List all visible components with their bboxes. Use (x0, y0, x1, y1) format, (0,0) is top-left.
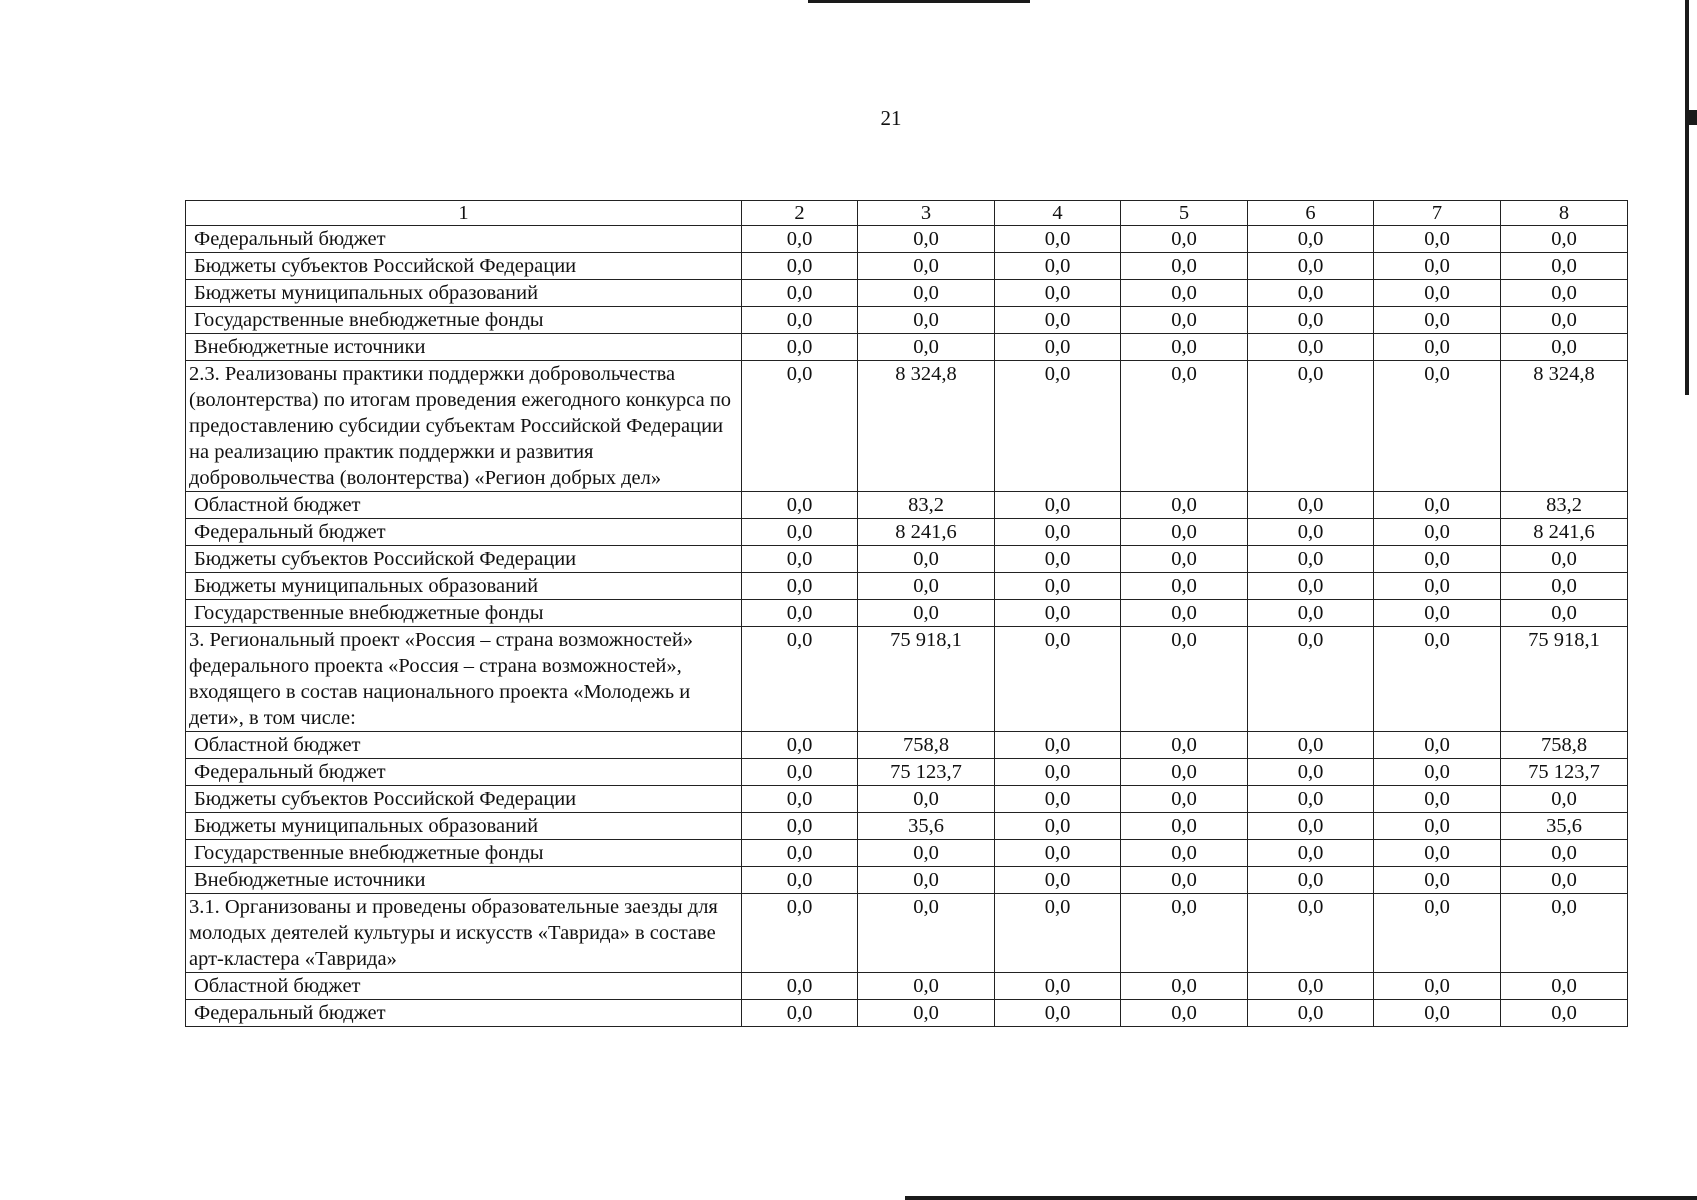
value-cell: 0,0 (742, 307, 858, 334)
column-header: 6 (1248, 201, 1374, 226)
value-cell: 0,0 (858, 1000, 995, 1027)
table-row (186, 280, 1628, 307)
value-cell: 0,0 (995, 600, 1121, 627)
value-cell: 0,0 (1121, 840, 1248, 867)
row-source-label: Бюджеты муниципальных образований (186, 280, 742, 307)
value-cell: 83,2 (1501, 492, 1628, 519)
value-cell: 0,0 (995, 253, 1121, 280)
value-cell: 0,0 (1248, 226, 1374, 253)
value-cell: 0,0 (858, 840, 995, 867)
row-source-label: Государственные внебюджетные фонды (186, 840, 742, 867)
value-cell: 0,0 (1121, 573, 1248, 600)
value-cell: 0,0 (995, 627, 1121, 732)
value-cell: 0,0 (1248, 627, 1374, 732)
row-source-label: Областной бюджет (186, 492, 742, 519)
value-cell: 0,0 (1121, 546, 1248, 573)
value-cell: 35,6 (858, 813, 995, 840)
value-cell: 0,0 (1121, 759, 1248, 786)
value-cell: 0,0 (1121, 280, 1248, 307)
value-cell: 0,0 (858, 600, 995, 627)
value-cell: 0,0 (1248, 894, 1374, 973)
value-cell: 0,0 (995, 334, 1121, 361)
value-cell: 0,0 (1374, 732, 1501, 759)
value-cell: 0,0 (1248, 546, 1374, 573)
value-cell: 75 918,1 (858, 627, 995, 732)
value-cell: 0,0 (1121, 600, 1248, 627)
table-row (186, 627, 1628, 732)
value-cell: 0,0 (1121, 1000, 1248, 1027)
table-row (186, 759, 1628, 786)
value-cell: 0,0 (995, 813, 1121, 840)
value-cell: 0,0 (995, 226, 1121, 253)
row-source-label: Бюджеты субъектов Российской Федерации (186, 546, 742, 573)
value-cell: 0,0 (995, 973, 1121, 1000)
value-cell: 0,0 (1374, 573, 1501, 600)
value-cell: 0,0 (1374, 786, 1501, 813)
value-cell: 0,0 (1501, 307, 1628, 334)
value-cell: 0,0 (1121, 973, 1248, 1000)
value-cell: 0,0 (1374, 973, 1501, 1000)
value-cell: 0,0 (742, 361, 858, 492)
value-cell: 0,0 (1374, 492, 1501, 519)
value-cell: 0,0 (1248, 732, 1374, 759)
row-source-label: Областной бюджет (186, 973, 742, 1000)
value-cell: 0,0 (995, 1000, 1121, 1027)
table-row (186, 786, 1628, 813)
row-source-label: Федеральный бюджет (186, 226, 742, 253)
value-cell: 0,0 (1248, 600, 1374, 627)
value-cell: 0,0 (1248, 840, 1374, 867)
table-row (186, 253, 1628, 280)
value-cell: 0,0 (1374, 894, 1501, 973)
table-row (186, 546, 1628, 573)
value-cell: 0,0 (1121, 361, 1248, 492)
table-row (186, 334, 1628, 361)
value-cell: 0,0 (1501, 280, 1628, 307)
value-cell: 0,0 (858, 867, 995, 894)
value-cell: 0,0 (1374, 627, 1501, 732)
value-cell: 0,0 (1374, 600, 1501, 627)
value-cell: 0,0 (1121, 226, 1248, 253)
value-cell: 0,0 (995, 280, 1121, 307)
value-cell: 0,0 (1374, 226, 1501, 253)
value-cell: 0,0 (1248, 280, 1374, 307)
value-cell: 0,0 (1248, 867, 1374, 894)
value-cell: 0,0 (858, 280, 995, 307)
value-cell: 0,0 (1248, 307, 1374, 334)
value-cell: 0,0 (995, 732, 1121, 759)
row-source-label: Государственные внебюджетные фонды (186, 600, 742, 627)
value-cell: 8 324,8 (858, 361, 995, 492)
value-cell: 0,0 (1121, 894, 1248, 973)
value-cell: 0,0 (742, 519, 858, 546)
table-row (186, 361, 1628, 492)
value-cell: 0,0 (858, 573, 995, 600)
value-cell: 0,0 (742, 759, 858, 786)
value-cell: 0,0 (858, 973, 995, 1000)
row-item-label: 2.3. Реализованы практики поддержки добровольчества (волонтерства) по итогам проведения ежегодного конкурса по предоставлению субсидии субъектам Российской Федерации на реализацию практик поддержки и развития добровольчества (волонтерства) «Регион добрых дел» (186, 361, 742, 492)
value-cell: 0,0 (995, 867, 1121, 894)
value-cell: 0,0 (742, 492, 858, 519)
value-cell: 0,0 (1374, 1000, 1501, 1027)
table-header (186, 201, 1628, 226)
value-cell: 0,0 (1501, 573, 1628, 600)
table-row (186, 732, 1628, 759)
value-cell: 758,8 (1501, 732, 1628, 759)
value-cell: 0,0 (1121, 867, 1248, 894)
header-row (186, 201, 1628, 226)
value-cell: 0,0 (1374, 867, 1501, 894)
value-cell: 8 241,6 (1501, 519, 1628, 546)
value-cell: 0,0 (742, 573, 858, 600)
value-cell: 0,0 (1374, 253, 1501, 280)
value-cell: 0,0 (1374, 840, 1501, 867)
value-cell: 0,0 (1248, 1000, 1374, 1027)
value-cell: 0,0 (1501, 226, 1628, 253)
value-cell: 0,0 (1248, 253, 1374, 280)
column-header: 4 (995, 201, 1121, 226)
value-cell: 0,0 (1121, 813, 1248, 840)
row-source-label: Бюджеты муниципальных образований (186, 573, 742, 600)
value-cell: 0,0 (1248, 786, 1374, 813)
row-source-label: Государственные внебюджетные фонды (186, 307, 742, 334)
column-header: 8 (1501, 201, 1628, 226)
value-cell: 0,0 (1374, 519, 1501, 546)
value-cell: 0,0 (742, 840, 858, 867)
row-source-label: Бюджеты муниципальных образований (186, 813, 742, 840)
value-cell: 0,0 (1374, 759, 1501, 786)
value-cell: 0,0 (1501, 546, 1628, 573)
value-cell: 0,0 (742, 627, 858, 732)
table-row (186, 894, 1628, 973)
value-cell: 0,0 (1248, 813, 1374, 840)
value-cell: 0,0 (1501, 334, 1628, 361)
value-cell: 0,0 (1501, 600, 1628, 627)
value-cell: 0,0 (858, 546, 995, 573)
row-source-label: Внебюджетные источники (186, 867, 742, 894)
row-source-label: Внебюджетные источники (186, 334, 742, 361)
value-cell: 0,0 (1121, 732, 1248, 759)
value-cell: 0,0 (742, 894, 858, 973)
value-cell: 0,0 (1121, 492, 1248, 519)
value-cell: 0,0 (995, 519, 1121, 546)
value-cell: 0,0 (1248, 361, 1374, 492)
value-cell: 0,0 (1501, 253, 1628, 280)
row-source-label: Федеральный бюджет (186, 1000, 742, 1027)
value-cell: 0,0 (742, 973, 858, 1000)
value-cell: 8 241,6 (858, 519, 995, 546)
value-cell: 0,0 (995, 307, 1121, 334)
row-source-label: Бюджеты субъектов Российской Федерации (186, 253, 742, 280)
column-header: 5 (1121, 201, 1248, 226)
table-row (186, 840, 1628, 867)
column-header: 3 (858, 201, 995, 226)
row-source-label: Бюджеты субъектов Российской Федерации (186, 786, 742, 813)
value-cell: 0,0 (742, 600, 858, 627)
value-cell: 0,0 (1374, 307, 1501, 334)
value-cell: 0,0 (1248, 492, 1374, 519)
value-cell: 0,0 (742, 546, 858, 573)
value-cell: 0,0 (742, 867, 858, 894)
value-cell: 0,0 (1374, 361, 1501, 492)
table-row (186, 867, 1628, 894)
value-cell: 35,6 (1501, 813, 1628, 840)
table-row (186, 492, 1628, 519)
column-header: 2 (742, 201, 858, 226)
value-cell: 75 123,7 (858, 759, 995, 786)
value-cell: 0,0 (995, 840, 1121, 867)
value-cell: 0,0 (742, 334, 858, 361)
value-cell: 0,0 (1121, 519, 1248, 546)
row-source-label: Областной бюджет (186, 732, 742, 759)
value-cell: 0,0 (742, 813, 858, 840)
page-number: 21 (880, 106, 902, 130)
value-cell: 0,0 (1121, 786, 1248, 813)
value-cell: 0,0 (1374, 280, 1501, 307)
value-cell: 0,0 (995, 786, 1121, 813)
row-source-label: Федеральный бюджет (186, 759, 742, 786)
scan-edge-right (1685, 0, 1689, 395)
table-row (186, 813, 1628, 840)
value-cell: 0,0 (995, 573, 1121, 600)
value-cell: 0,0 (1248, 573, 1374, 600)
value-cell: 0,0 (1501, 894, 1628, 973)
table-row (186, 573, 1628, 600)
table-row (186, 1000, 1628, 1027)
value-cell: 0,0 (1121, 307, 1248, 334)
budget-table (185, 200, 1628, 1027)
value-cell: 0,0 (995, 894, 1121, 973)
value-cell: 0,0 (1501, 867, 1628, 894)
table-row (186, 226, 1628, 253)
row-item-label: 3.1. Организованы и проведены образовательные заезды для молодых деятелей культуры и искусств «Таврида» в составе арт-кластера «Таврида» (186, 894, 742, 973)
value-cell: 0,0 (995, 546, 1121, 573)
value-cell: 0,0 (742, 280, 858, 307)
column-header: 7 (1374, 201, 1501, 226)
value-cell: 0,0 (995, 492, 1121, 519)
value-cell: 0,0 (1248, 334, 1374, 361)
value-cell: 75 918,1 (1501, 627, 1628, 732)
value-cell: 0,0 (1374, 546, 1501, 573)
table-body (186, 226, 1628, 1027)
value-cell: 0,0 (1501, 1000, 1628, 1027)
value-cell: 0,0 (1248, 973, 1374, 1000)
value-cell: 0,0 (1374, 334, 1501, 361)
value-cell: 0,0 (1248, 519, 1374, 546)
value-cell: 0,0 (995, 361, 1121, 492)
table-row (186, 600, 1628, 627)
table-row (186, 519, 1628, 546)
value-cell: 0,0 (1501, 840, 1628, 867)
value-cell: 0,0 (742, 1000, 858, 1027)
value-cell: 0,0 (1501, 786, 1628, 813)
scan-edge-bottom (905, 1196, 1697, 1200)
row-source-label: Федеральный бюджет (186, 519, 742, 546)
table-row (186, 973, 1628, 1000)
value-cell: 0,0 (742, 253, 858, 280)
value-cell: 0,0 (858, 334, 995, 361)
value-cell: 0,0 (995, 759, 1121, 786)
value-cell: 0,0 (742, 226, 858, 253)
value-cell: 758,8 (858, 732, 995, 759)
value-cell: 0,0 (858, 307, 995, 334)
value-cell: 0,0 (858, 894, 995, 973)
value-cell: 0,0 (858, 253, 995, 280)
value-cell: 0,0 (858, 786, 995, 813)
value-cell: 0,0 (1374, 813, 1501, 840)
value-cell: 0,0 (1121, 627, 1248, 732)
value-cell: 0,0 (742, 732, 858, 759)
value-cell: 75 123,7 (1501, 759, 1628, 786)
value-cell: 0,0 (1501, 973, 1628, 1000)
table-row (186, 307, 1628, 334)
value-cell: 8 324,8 (1501, 361, 1628, 492)
value-cell: 0,0 (1248, 759, 1374, 786)
value-cell: 0,0 (742, 786, 858, 813)
value-cell: 83,2 (858, 492, 995, 519)
value-cell: 0,0 (858, 226, 995, 253)
column-header: 1 (186, 201, 742, 226)
value-cell: 0,0 (1121, 253, 1248, 280)
row-item-label: 3. Региональный проект «Россия – страна возможностей» федерального проекта «Россия – страна возможностей», входящего в состав национального проекта «Молодежь и дети», в том числе: (186, 627, 742, 732)
value-cell: 0,0 (1121, 334, 1248, 361)
scan-edge-top (808, 0, 1030, 3)
